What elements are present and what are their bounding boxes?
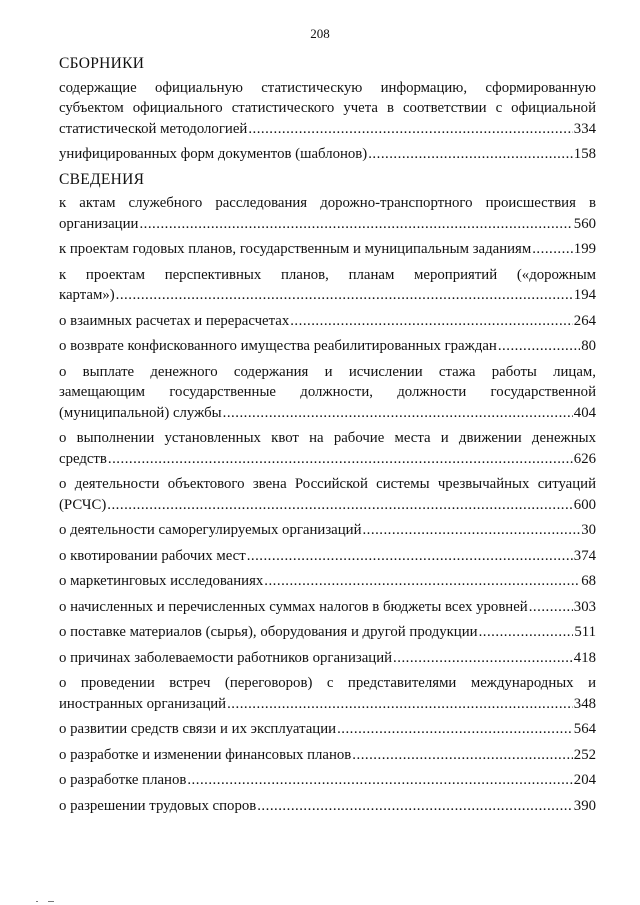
entry-final-line bbox=[59, 796, 596, 817]
entry-final-line bbox=[59, 449, 596, 470]
dot-leader bbox=[362, 520, 580, 541]
index-entry bbox=[59, 474, 596, 515]
entry-text-line: о выплате денежного содержания и исчислении стажа работы лицам, bbox=[59, 363, 596, 380]
index-entry bbox=[59, 673, 596, 714]
entry-final-line bbox=[59, 622, 596, 643]
index-entry bbox=[59, 796, 596, 817]
entry-text-line: о деятельности объектового звена Российской системы чрезвычайных ситуаций bbox=[59, 476, 596, 492]
entry-title: о возврате конфискованного имущества реабилитированных граждан bbox=[59, 338, 497, 354]
entry-final-line bbox=[59, 214, 596, 235]
entry-page-number: 194 bbox=[573, 287, 596, 303]
entry-page-number: 348 bbox=[573, 695, 596, 712]
entry-title: о взаимных расчетах и перерасчетах bbox=[59, 312, 290, 329]
index-entry bbox=[59, 571, 596, 592]
page-number: 208 bbox=[310, 26, 330, 41]
entry-final-line bbox=[59, 239, 596, 260]
index-entry bbox=[59, 428, 596, 469]
entry-page-number: 204 bbox=[573, 772, 596, 788]
entry-page-number: 158 bbox=[573, 146, 596, 162]
entry-page-number: 564 bbox=[573, 721, 596, 737]
entry-final-line bbox=[59, 770, 596, 791]
index-entry bbox=[59, 745, 596, 766]
entry-final-line bbox=[59, 745, 596, 766]
entry-title: о разработке и изменении финансовых планов bbox=[59, 746, 352, 763]
entry-title: о маркетинговых исследованиях bbox=[59, 573, 264, 589]
entry-text-line: к актам служебного расследования дорожно-транспортного происшествия в bbox=[59, 195, 596, 211]
dot-leader bbox=[264, 571, 580, 592]
entry-title: о причинах заболеваемости работников организаций bbox=[59, 649, 393, 666]
scan-speck bbox=[48, 901, 54, 902]
index-section bbox=[59, 54, 596, 165]
entry-page-number: 626 bbox=[573, 450, 596, 467]
dot-leader bbox=[116, 285, 573, 306]
index-entry bbox=[59, 336, 596, 357]
entry-final-line bbox=[59, 694, 596, 715]
entry-page-number: 418 bbox=[573, 649, 596, 666]
dot-leader bbox=[108, 449, 573, 470]
entry-page-number: 303 bbox=[573, 598, 596, 615]
entry-final-line bbox=[59, 546, 596, 567]
entry-page-number: 560 bbox=[573, 215, 596, 232]
entry-title: о начисленных и перечисленных суммах налогов в бюджеты всех уровней bbox=[59, 598, 528, 615]
entry-text-line: о проведении встреч (переговоров) с представителями международных и bbox=[59, 675, 596, 691]
dot-leader bbox=[257, 796, 573, 817]
entry-page-number: 600 bbox=[573, 496, 596, 513]
index-entry bbox=[59, 78, 596, 140]
entry-page-number: 511 bbox=[574, 624, 596, 640]
entry-final-line bbox=[59, 336, 596, 357]
entry-final-line bbox=[59, 648, 596, 669]
entry-final-line bbox=[59, 495, 596, 516]
dot-leader bbox=[529, 597, 573, 618]
entry-page-number: 390 bbox=[573, 797, 596, 814]
index-entry bbox=[59, 719, 596, 740]
entry-page-number: 252 bbox=[573, 746, 596, 763]
section-heading: СБОРНИКИ bbox=[59, 55, 145, 72]
index-entry bbox=[59, 546, 596, 567]
entry-title: о разработке планов bbox=[59, 772, 187, 788]
entry-title: о разрешении трудовых споров bbox=[59, 797, 257, 814]
entry-page-number: 264 bbox=[573, 312, 596, 329]
dot-leader bbox=[248, 119, 572, 140]
entry-title: (РСЧС) bbox=[59, 496, 107, 513]
entry-title: к проектам годовых планов, государственным и муниципальным заданиям bbox=[59, 241, 532, 257]
dot-leader bbox=[139, 214, 572, 235]
index-content bbox=[59, 54, 596, 821]
entry-final-line bbox=[59, 719, 596, 740]
dot-leader bbox=[187, 770, 572, 791]
entry-final-line bbox=[59, 119, 596, 140]
index-entry bbox=[59, 311, 596, 332]
entry-page-number: 80 bbox=[581, 338, 596, 354]
index-entry bbox=[59, 597, 596, 618]
entry-page-number: 404 bbox=[573, 404, 596, 421]
entry-title: средств bbox=[59, 450, 107, 467]
entry-title: иностранных организаций bbox=[59, 695, 227, 712]
scan-speck bbox=[36, 901, 38, 902]
index-entry bbox=[59, 648, 596, 669]
entry-text-line: замещающим государственные должности, должности государственной bbox=[59, 384, 596, 400]
index-section bbox=[59, 170, 596, 817]
entry-title: статистической методологией bbox=[59, 120, 248, 137]
entry-final-line bbox=[59, 144, 596, 165]
index-entry bbox=[59, 144, 596, 165]
index-entry bbox=[59, 622, 596, 643]
dot-leader bbox=[532, 239, 573, 260]
entry-text-line: к проектам перспективных планов, планам мероприятий («дорожным bbox=[59, 266, 596, 283]
index-entry bbox=[59, 770, 596, 791]
entry-text-line: о выполнении установленных квот на рабочие места и движении денежных bbox=[59, 430, 596, 446]
index-entry bbox=[59, 193, 596, 234]
entry-page-number: 199 bbox=[573, 241, 596, 257]
index-entry bbox=[59, 362, 596, 424]
dot-leader bbox=[352, 745, 573, 766]
entry-final-line bbox=[59, 520, 596, 541]
entry-final-line bbox=[59, 285, 596, 306]
entry-page-number: 30 bbox=[581, 522, 596, 538]
entry-text-line: субъектом официального статистического учета в соответствии с официальной bbox=[59, 100, 596, 116]
dot-leader bbox=[337, 719, 573, 740]
section-heading: СВЕДЕНИЯ bbox=[59, 170, 145, 188]
entry-title: унифицированных форм документов (шаблонов) bbox=[59, 146, 368, 162]
entry-final-line bbox=[59, 571, 596, 592]
dot-leader bbox=[227, 694, 573, 715]
dot-leader bbox=[107, 495, 573, 516]
entry-page-number: 68 bbox=[581, 573, 596, 589]
entry-title: о деятельности саморегулируемых организаций bbox=[59, 522, 362, 538]
dot-leader bbox=[368, 144, 573, 165]
entry-title: (муниципальной) службы bbox=[59, 404, 222, 421]
index-entry bbox=[59, 239, 596, 260]
entry-final-line bbox=[59, 597, 596, 618]
entry-title: о развитии средств связи и их эксплуатации bbox=[59, 721, 337, 737]
entry-page-number: 374 bbox=[573, 547, 596, 564]
dot-leader bbox=[247, 546, 573, 567]
entry-title: картам») bbox=[59, 287, 115, 303]
dot-leader bbox=[479, 622, 574, 643]
entry-text-line: содержащие официальную статистическую информацию, сформированную bbox=[59, 79, 596, 96]
entry-page-number: 334 bbox=[573, 120, 596, 137]
index-entry bbox=[59, 265, 596, 306]
entry-title: о поставке материалов (сырья), оборудования и другой продукции bbox=[59, 624, 478, 640]
index-entry bbox=[59, 520, 596, 541]
entry-final-line bbox=[59, 403, 596, 424]
dot-leader bbox=[223, 403, 573, 424]
dot-leader bbox=[393, 648, 573, 669]
dot-leader bbox=[290, 311, 573, 332]
dot-leader bbox=[498, 336, 580, 357]
entry-title: организации bbox=[59, 215, 139, 232]
entry-final-line bbox=[59, 311, 596, 332]
entry-title: о квотировании рабочих мест bbox=[59, 547, 246, 564]
